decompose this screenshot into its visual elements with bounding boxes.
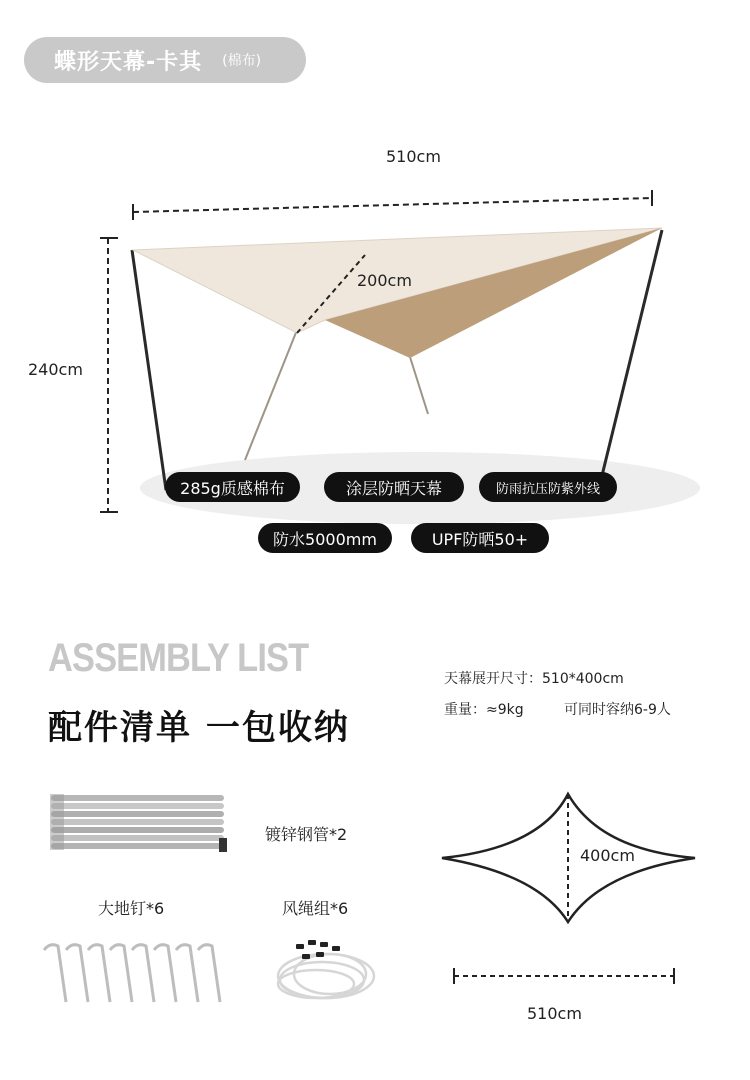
right-pole bbox=[598, 230, 662, 492]
guy-line-left bbox=[245, 330, 297, 460]
stakes-image bbox=[36, 936, 226, 1008]
spec-weight: 重量：≈9kg bbox=[444, 702, 524, 718]
assembly-title-en: ASSEMBLY LIST bbox=[48, 636, 309, 680]
poles-image bbox=[46, 790, 236, 860]
poles-label: 镀锌钢管*2 bbox=[265, 825, 348, 844]
assembly-title-cn: 配件清单 一包收纳 bbox=[48, 708, 350, 748]
feature-pill: 防水5000mm bbox=[258, 523, 392, 553]
diagonal-label: 200cm bbox=[357, 271, 412, 290]
product-subtitle: (棉布) bbox=[222, 53, 262, 69]
left-pole bbox=[132, 250, 166, 490]
guy-line-right bbox=[410, 357, 428, 414]
spec-capacity: 可同时容纳6-9人 bbox=[564, 702, 671, 718]
feature-pill: 防雨抗压防紫外线 bbox=[479, 472, 617, 502]
feature-pill: 285g质感棉布 bbox=[165, 472, 300, 502]
shape-width-label: 510cm bbox=[527, 1004, 582, 1023]
ropes-image bbox=[266, 932, 386, 1008]
feature-pill: UPF防晒50+ bbox=[411, 523, 549, 553]
stakes-label: 大地钉*6 bbox=[98, 899, 165, 918]
width-label: 510cm bbox=[386, 147, 441, 166]
feature-pill: 涂层防晒天幕 bbox=[324, 472, 464, 502]
height-label: 240cm bbox=[28, 360, 83, 379]
height-dimension-line bbox=[100, 238, 118, 512]
spec-size: 天幕展开尺寸：510*400cm bbox=[444, 671, 624, 687]
width-dimension-line bbox=[133, 190, 652, 220]
tarp-shape-diagram bbox=[430, 780, 710, 990]
ropes-label: 风绳组*6 bbox=[282, 899, 349, 918]
product-title: 蝶形天幕-卡其 bbox=[54, 49, 203, 75]
shape-height-label: 400cm bbox=[580, 846, 635, 865]
